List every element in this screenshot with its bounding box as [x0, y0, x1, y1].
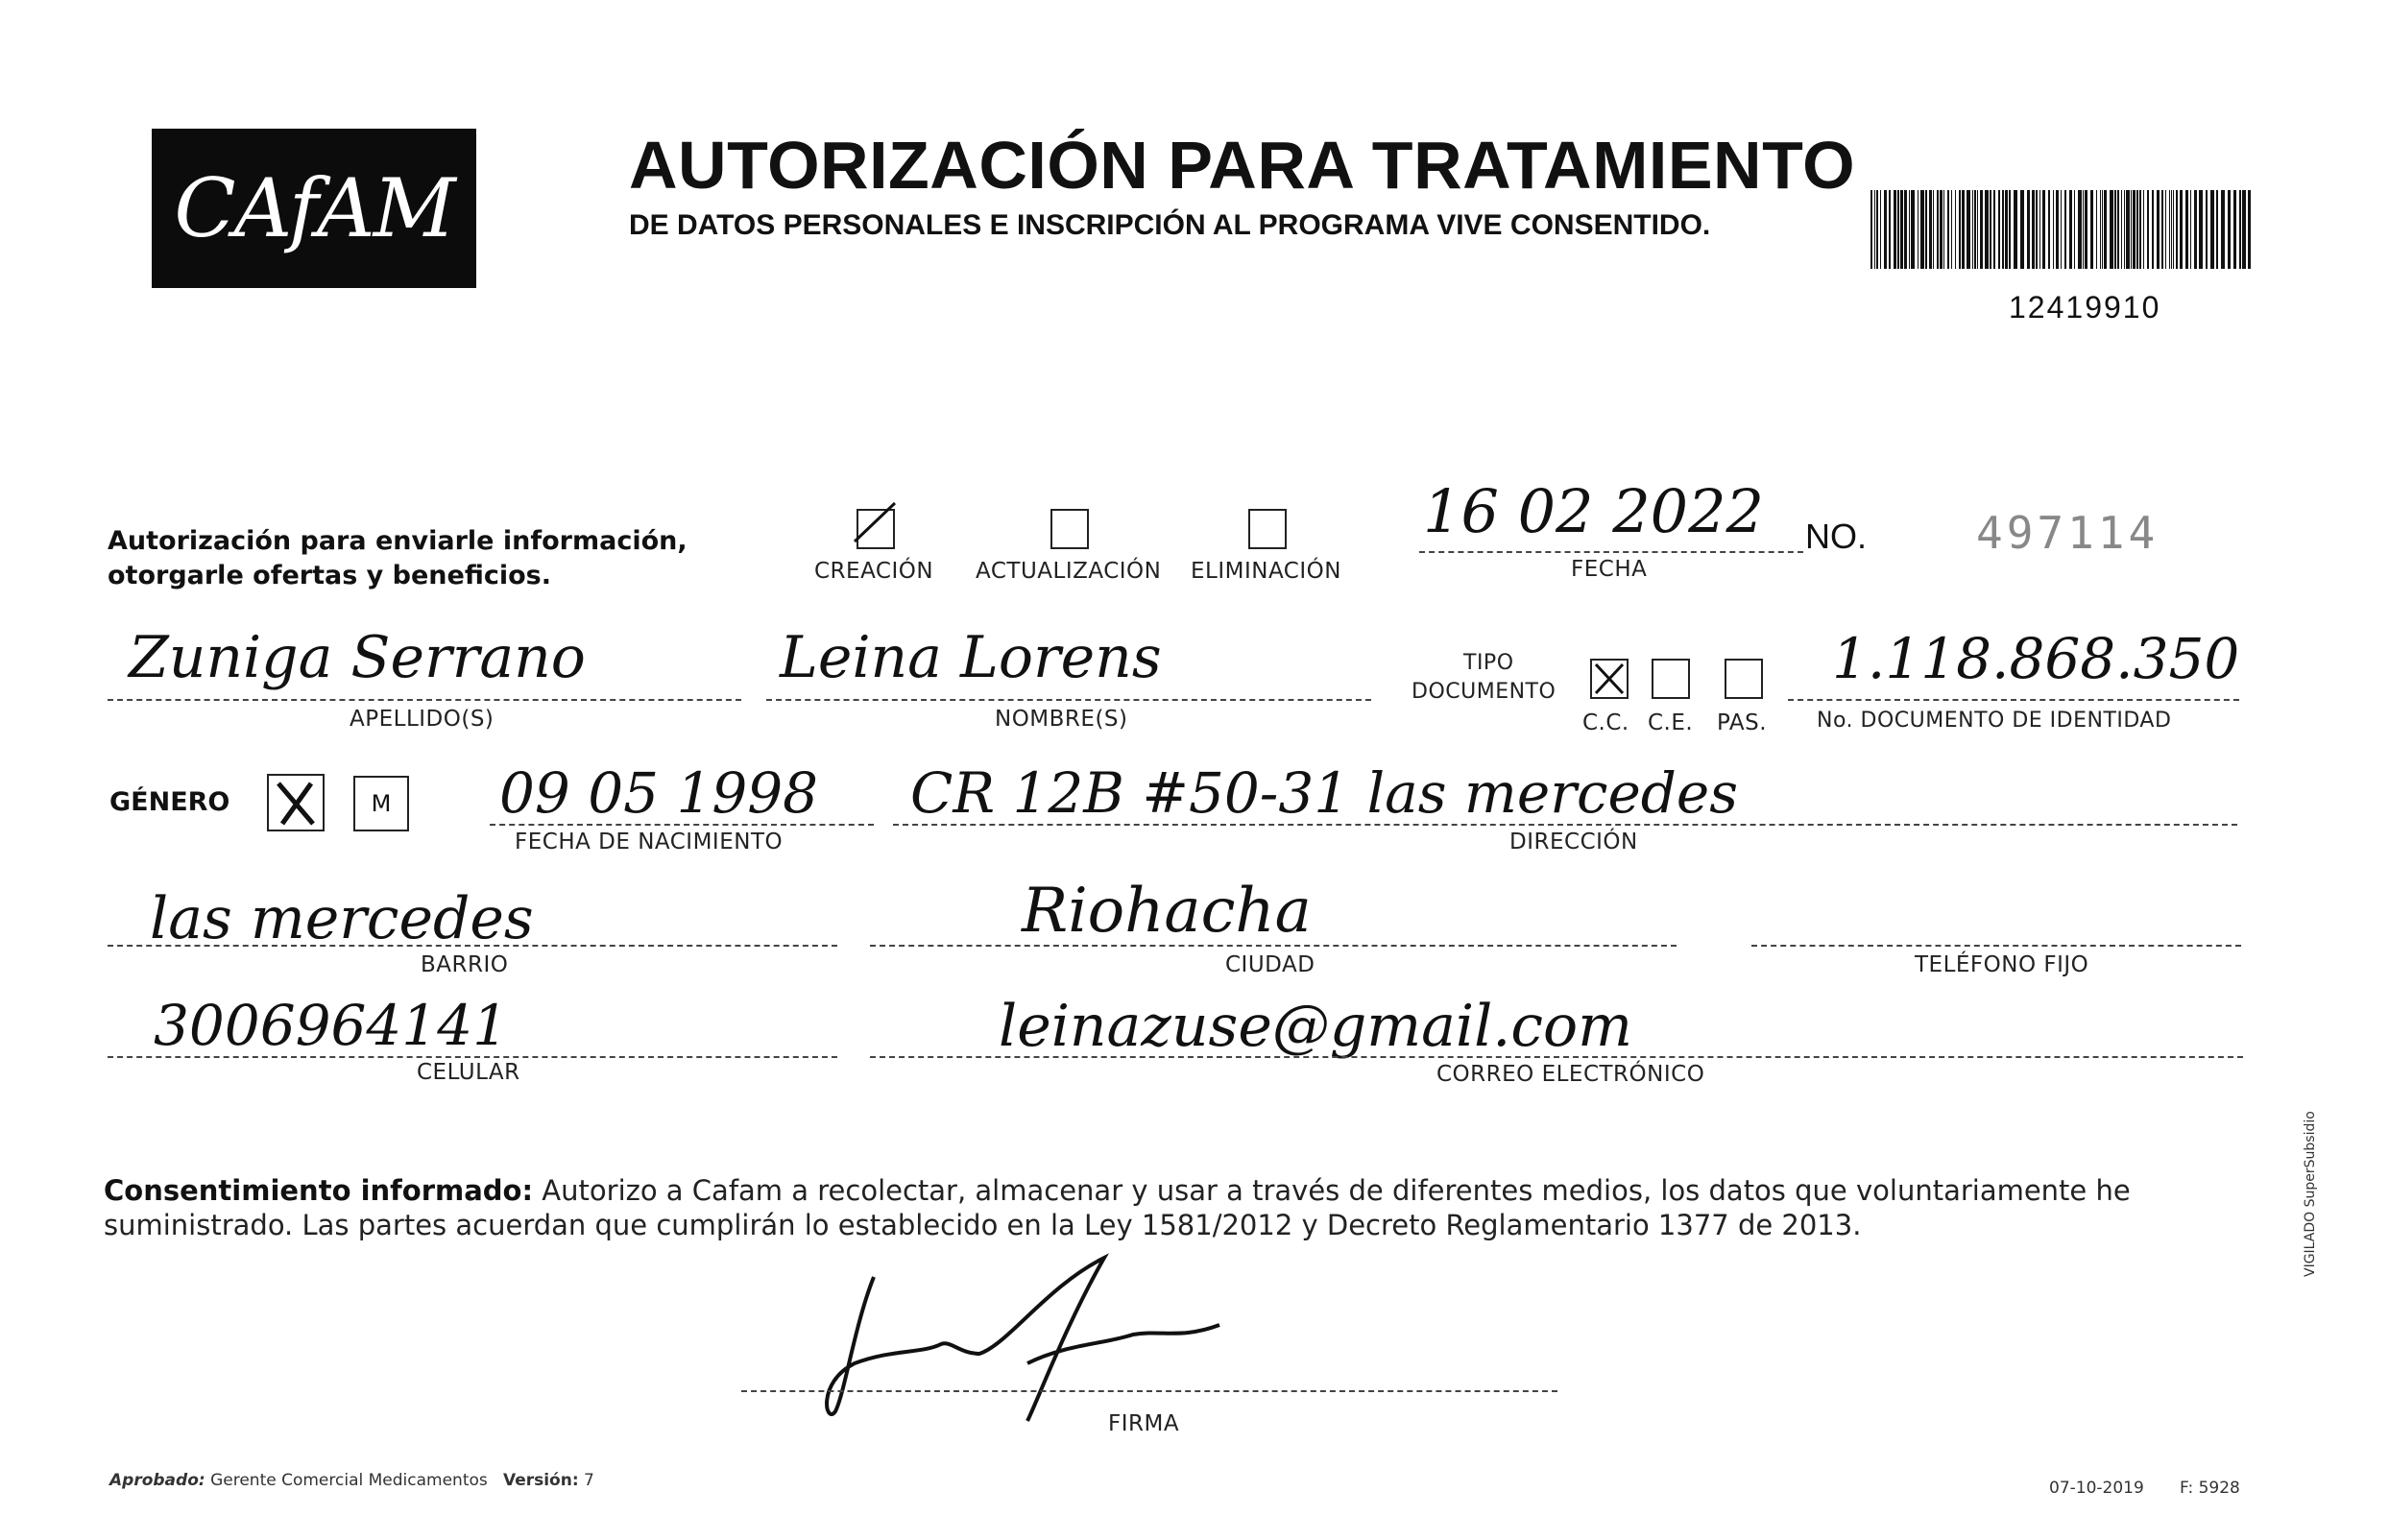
creacion-checkbox[interactable]	[857, 509, 895, 549]
cc-checkbox[interactable]	[1590, 659, 1629, 699]
doc-type-label-1: TIPO	[1463, 651, 1514, 675]
doc-number-label: No. DOCUMENTO DE IDENTIDAD	[1817, 709, 2172, 733]
celular-field[interactable]: 3006964141	[154, 993, 509, 1058]
authorization-label-line1: Autorización para enviarle información,	[108, 526, 688, 556]
fecha-label: FECHA	[1571, 557, 1648, 582]
doc-number-field[interactable]: 1.118.868.350	[1832, 626, 2240, 691]
no-label: NO.	[1805, 517, 1868, 556]
authorization-label-line2: otorgarle ofertas y beneficios.	[108, 561, 551, 590]
doc-type-label-2: DOCUMENTO	[1412, 680, 1556, 704]
telefono-label: TELÉFONO FIJO	[1915, 952, 2089, 977]
eliminacion-checkbox[interactable]	[1248, 509, 1287, 549]
correo-label: CORREO ELECTRÓNICO	[1436, 1062, 1705, 1087]
footer-date-code: 07-10-2019	[2049, 1479, 2144, 1498]
pas-label: PAS.	[1717, 710, 1768, 735]
celular-label: CELULAR	[417, 1060, 520, 1085]
actualizacion-checkbox[interactable]	[1050, 509, 1089, 549]
signature-label: FIRMA	[1108, 1411, 1180, 1436]
cafam-logo	[152, 129, 476, 288]
barrio-label: BARRIO	[421, 952, 509, 977]
cross-icon	[269, 776, 323, 830]
version-label: Versión:	[502, 1471, 579, 1490]
serial-number: 12419910	[2009, 290, 2161, 325]
checkmark-icon	[847, 497, 905, 555]
eliminacion-label: ELIMINACIÓN	[1191, 559, 1341, 584]
footer-form-code: F: 5928	[2180, 1479, 2240, 1498]
pas-checkbox[interactable]	[1725, 659, 1763, 699]
form-number: 497114	[1976, 507, 2160, 559]
surname-field[interactable]: Zuniga Serrano	[129, 624, 586, 691]
ce-label: C.E.	[1648, 710, 1694, 735]
ciudad-label: CIUDAD	[1225, 952, 1315, 977]
name-label: NOMBRE(S)	[995, 707, 1128, 732]
aprobado-label: Aprobado:	[109, 1471, 205, 1490]
version-value: 7	[584, 1471, 594, 1490]
barrio-field[interactable]: las mercedes	[150, 885, 534, 952]
address-field[interactable]: CR 12B #50-31 las mercedes	[910, 760, 1738, 826]
signature	[816, 1248, 1335, 1440]
ce-checkbox[interactable]	[1652, 659, 1690, 699]
logo-text: CAfAM	[174, 161, 454, 255]
cross-icon	[1592, 661, 1627, 697]
consent-lead: Consentimiento informado:	[104, 1174, 534, 1207]
gender-m-label: M	[371, 790, 392, 817]
gender-f-checkbox[interactable]	[267, 774, 325, 831]
consent-paragraph	[104, 1173, 2245, 1242]
barcode	[1870, 190, 2255, 269]
correo-field[interactable]: leinazuse@gmail.com	[999, 993, 1632, 1060]
consent-text: Autorizo a Cafam a recolectar, almacenar y usar a través de diferentes medios, los datos que voluntariamente he suministrado. Las partes acuerdan que cumplirán lo establecido en la Ley 1581/2012 y Decreto Reglamentario 1377 de 2013.	[104, 1174, 2131, 1241]
form-title: AUTORIZACIÓN PARA TRATAMIENTO	[629, 128, 1856, 203]
birthdate-field[interactable]: 09 05 1998	[499, 760, 819, 826]
address-label: DIRECCIÓN	[1509, 830, 1638, 854]
gender-label: GÉNERO	[109, 787, 230, 817]
ciudad-field[interactable]: Riohacha	[1022, 876, 1312, 947]
birthdate-label: FECHA DE NACIMIENTO	[515, 830, 784, 854]
footer-approval	[109, 1471, 594, 1490]
name-field[interactable]: Leina Lorens	[780, 624, 1162, 691]
creacion-label: CREACIÓN	[814, 559, 934, 584]
cc-label: C.C.	[1582, 710, 1629, 735]
form-subtitle: DE DATOS PERSONALES E INSCRIPCIÓN AL PROGRAMA VIVE CONSENTIDO.	[629, 209, 1711, 241]
vigilado-side-text: VIGILADO SuperSubsidio	[2303, 1111, 2318, 1277]
gender-m-checkbox[interactable]	[353, 776, 409, 831]
date-field[interactable]: 16 02 2022	[1423, 476, 1764, 546]
surname-label: APELLIDO(S)	[350, 707, 495, 732]
actualizacion-label: ACTUALIZACIÓN	[976, 559, 1162, 584]
aprobado-value: Gerente Comercial Medicamentos	[210, 1471, 488, 1490]
